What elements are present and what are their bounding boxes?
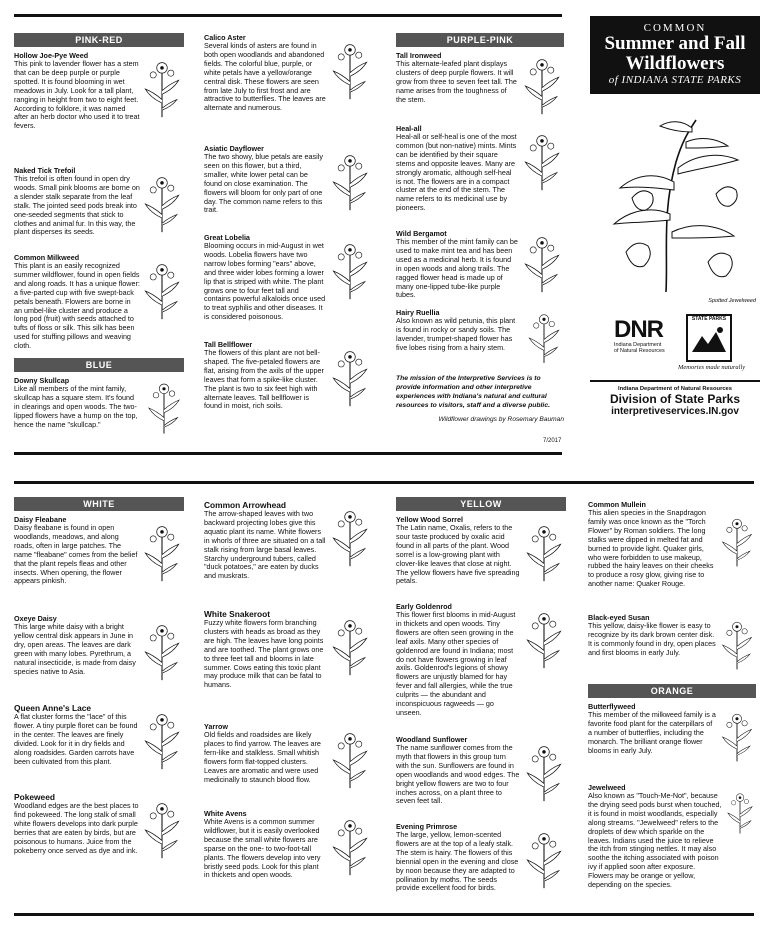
entry-title: Hairy Ruellia (396, 308, 440, 317)
entry-body: Like all members of the mint family, skullcap has a square stem. It's found in clearings and open woods. The two-lipped flowers have a hump on the top, hence the name "skullcap." (14, 384, 138, 429)
entry-daisy-fleabane (14, 515, 184, 607)
entry-yellow-wood-sorrel (396, 515, 566, 595)
entry-evening-primrose (396, 822, 566, 893)
entry-body: Also known as wild petunia, this plant is found in rocky or sandy soils. The lavender, trumpet-shaped flower has five lobes rising from a hairy stem. (396, 316, 516, 352)
entry-title: Pokeweed (14, 792, 55, 802)
jewelweed-drawing (724, 785, 756, 841)
mission-statement: The mission of the Interpretive Services is to provide information and other interpretive experiences with Indiana's natural and cultural resources to visitors, staff and a diverse public. (396, 375, 550, 409)
entry-title: Woodland Sunflower (396, 735, 468, 744)
entry-title: Black-eyed Susan (588, 613, 650, 622)
entry-body: A flat cluster forms the "lace" of this flower. A tiny purple floret can be found in the center. The leaves are finely divided. Look for it in dry fields and along roadsides. Garden carrots have been cultivated from this plant. (14, 712, 138, 766)
entry-body: Blooming occurs in mid-August in wet woods. Lobelia flowers have two narrow lobes forming "ears" above, and three wider lobes forming a lower lip that is striped with white. The plant grows one to four feet tall and contains powerful alkaloids once used to treat syphilis and other diseases. It is considered poisonous. (204, 241, 326, 322)
entry-title: White Snakeroot (204, 609, 271, 619)
logos-row (590, 310, 760, 380)
evening-primrose-drawing (522, 824, 566, 896)
entry-title: Common Mullein (588, 500, 646, 509)
dnr-logo-text: DNR (614, 316, 663, 343)
great-lobelia-drawing (328, 235, 372, 307)
entry-body: White Avens is a common summer wildflower, but it is easily overlooked because the small white flowers are sparse on the one- to two-foot-tall plants. The flowers develop into very bristly seed pods. Look for this plant in thickets and open woods. (204, 817, 321, 880)
section-header-purple-pink: PURPLE-PINK (396, 33, 564, 47)
entry-title: Common Milkweed (14, 253, 80, 262)
hairy-ruellia-drawing (524, 310, 564, 366)
seal-text: STATE PARKS (691, 316, 727, 322)
daisy-fleabane-drawing (140, 517, 184, 589)
website-url: interpretiveservices.IN.gov (611, 406, 739, 417)
entry-heal-all (396, 124, 564, 222)
entry-title: Great Lobelia (204, 233, 250, 242)
title-subtitle: of INDIANA STATE PARKS (608, 74, 742, 86)
entry-pokeweed (14, 792, 184, 855)
entry-title: Wild Bergamot (396, 229, 447, 238)
entry-title: Yarrow (204, 722, 228, 731)
entry-tall-ironweed (396, 51, 564, 117)
entry-body: Heal-all or self-heal is one of the most common (but non-native) mints. Mints can be identified by their square stems and opposite leaves. Many are strongly aromatic, although self-heal is not. The flowers are in a compact cluster at the end of the stem. The name refers to its medicinal use by pioneers. (396, 132, 517, 213)
entry-body: The arrow-shaped leaves with two backward projecting lobes give this aquatic plant its name. White flowers in whorls of three are situated on a tall stalk rising from large basal leaves. Starchy underground tubers, called "duck potatoes," are eaten by ducks and muskrats. (204, 509, 326, 581)
heal-all-drawing (520, 126, 564, 198)
entry-title: Common Arrowhead (204, 500, 287, 510)
section-header-yellow: YELLOW (396, 497, 566, 511)
entry-yarrow (204, 722, 372, 802)
entry-title: Hollow Joe-Pye Weed (14, 51, 89, 60)
middle-rule-bottom (14, 481, 754, 484)
entry-woodland-sunflower (396, 735, 566, 815)
entry-body: Several kinds of asters are found in both open woodlands and abandoned fields. The colorful blue, purple, or white petals have a yellow/orange central disk. These flowers are seen from late July to first frost and are attractive to butterflies. The leaves are alternate and numerous. (204, 41, 326, 113)
asiatic-dayflower-drawing (328, 146, 372, 218)
dnr-logo (614, 318, 665, 354)
division-name: Division of State Parks (609, 392, 741, 406)
entry-body: Daisy fleabane is found in open woodlands, meadows, and along roads, often in large patches. The name "fleabane" comes from the belief that the plant repels fleas and other insects. When opening, the flower appears pinkish. (14, 523, 138, 586)
entry-body: This plant is an easily recognized summer wildflower, found in open fields and along roads. It has a unique flower: a five-parted cup with five swept-back petals beneath. Flowers are borne in an umbel-like cluster and produce a long pod (fruit) with seeds attached to tufts of floss or silk. This silk has been used for stuffing pillows and weaving cloth. (14, 261, 140, 351)
entry-naked-tick-trefoil (14, 166, 184, 246)
early-goldenrod-drawing (522, 604, 566, 676)
jewelweed-illustration (590, 94, 760, 304)
entry-body: The name sunflower comes from the myth that flowers in this group turn with the sun. Sunflowers are found in open woodlands and wood edges. The bright yellow flowers are two to four inches across, on a plant three to seven feet tall. (396, 743, 520, 806)
title-line-2: Wildflowers (625, 53, 725, 74)
queen-annes-lace-drawing (140, 705, 184, 777)
wild-bergamot-drawing (520, 231, 564, 297)
entry-downy-skullcap (14, 376, 184, 430)
hollow-joe-pye-weed-drawing (140, 53, 184, 125)
common-mullein-drawing (718, 502, 756, 582)
column-yellow-orange (588, 500, 756, 910)
cover-panel (590, 16, 760, 456)
black-eyed-susan-drawing (718, 615, 756, 675)
top-rule (14, 14, 562, 17)
entry-body: Woodland edges are the best places to find pokeweed. The long stalk of small white flowers develops into dark purple berries that are eaten by birds, but are poisonous to humans. Juice from the pokeberry once served as dye and ink. (14, 801, 139, 855)
entry-title: Queen Anne's Lace (14, 703, 92, 713)
column-white (14, 497, 184, 909)
section-header-orange: ORANGE (588, 684, 756, 698)
entry-title: Yellow Wood Sorrel (396, 515, 463, 524)
agency-block (590, 380, 760, 417)
woodland-sunflower-drawing (522, 737, 566, 809)
entry-hairy-ruellia (396, 308, 564, 366)
tall-bellflower-drawing (328, 342, 372, 414)
downy-skullcap-drawing (144, 378, 184, 438)
entry-title: White Avens (204, 809, 247, 818)
entry-body: This alternate-leafed plant displays clusters of deep purple flowers. It will grow from three to seven feet tall. The name arises from the toughness of the stem. (396, 59, 517, 104)
title-line-1: Summer and Fall (604, 33, 746, 54)
entry-common-arrowhead (204, 500, 372, 602)
entry-body: This member of the milkweed family is a favorite food plant for the caterpillars of a number of butterflies, including the monarch. The brilliant orange flower blooms in early July. (588, 710, 716, 755)
entry-title: Downy Skullcap (14, 376, 70, 386)
entry-calico-aster (204, 33, 372, 137)
entry-jewelweed (588, 783, 756, 890)
entry-body: This pink to lavender flower has a stem that can be deep purple or purple spotted. It is found blooming in wet meadows in July. Look for a tall plant, ranging in height from two to eight feet. According to folklore, it was named after an herb doctor who used it to treat fevers. (14, 59, 140, 131)
entry-body: The flowers of this plant are not bell-shaped. The five-petaled flowers are flat, arising from the axils of the upper leaves that form a spike-like cluster. The plant is two to six feet high with alternate leaves. Tall bellflower is found in moist, rich soils. (204, 348, 324, 411)
section-header-blue: BLUE (14, 358, 184, 372)
column-yellow (396, 497, 566, 909)
illustration-caption: Spotted Jewelweed (708, 298, 756, 304)
entry-title: Tall Bellflower (204, 340, 253, 349)
column-pink-red-continued (204, 33, 372, 445)
entry-body: This large white daisy with a bright yellow central disk appears in June in dry, open areas. The leaves are dark green with many lobes. Pyrethrum, a natural insecticide, is made from daisy species native to Asia. (14, 622, 136, 676)
tagline: Memories made naturally (678, 364, 746, 371)
entry-title: Early Goldenrod (396, 602, 452, 611)
oxeye-daisy-drawing (140, 616, 184, 688)
state-parks-seal (686, 314, 732, 362)
entry-common-milkweed (14, 253, 184, 351)
entry-title: Evening Primrose (396, 822, 458, 831)
entry-body: This flower first blooms in mid-August in thickets and open woods. Tiny flowers are often seen growing in the leaf axils. Many other species of goldenrod are found in Indiana; most do not have flowers growing in leaf axils. Goldenrod's legions of showy flowers are unjustly blamed for hay fever and fall allergies, while the true culprits — the abundant and inconspicuous ragweeds — go unseen. (396, 610, 516, 717)
pokeweed-drawing (140, 794, 184, 866)
entry-white-avens (204, 809, 372, 880)
entry-title: Butterflyweed (588, 702, 636, 711)
entry-tall-bellflower (204, 340, 372, 411)
dnr-logo-sub-1: Indiana Department (614, 342, 662, 348)
section-header-pink-red: PINK-RED (14, 33, 184, 47)
entry-title: Jewelweed (588, 783, 626, 792)
entry-great-lobelia (204, 233, 372, 333)
white-snakeroot-drawing (328, 611, 372, 683)
column-white-continued (204, 500, 372, 910)
entry-title: Oxeye Daisy (14, 614, 57, 623)
entry-body: Old fields and roadsides are likely places to find yarrow. The leaves are fern-like and stalkless. Small whitish flowers form flat-topped clusters. Leaves are aromatic and were used medicinally to staunch blood flow. (204, 730, 321, 784)
yellow-wood-sorrel-drawing (522, 517, 566, 589)
entry-queen-annes-lace (14, 703, 184, 785)
entry-asiatic-dayflower (204, 144, 372, 226)
column-purple-pink (396, 33, 564, 445)
department-name: Indiana Department of Natural Resources (617, 386, 733, 392)
entry-butterflyweed (588, 702, 756, 776)
entry-hollow-joe-pye-weed (14, 51, 184, 159)
entry-body: The two showy, blue petals are easily seen on this flower, but a third, smaller, white lower petal can be found on close examination. The flowers will bloom for only part of one day. The common name refers to this trait. (204, 152, 323, 215)
entry-body: The Latin name, Oxalis, refers to the sour taste produced by oxalic acid found in all parts of the plant. Wood sorrel is a low-growing plant with clover-like leaves that close at night. The yellow flowers have five spreading petals. (396, 523, 520, 586)
entry-title: Heal-all (396, 124, 422, 133)
yarrow-drawing (328, 724, 372, 796)
entry-title: Asiatic Dayflower (204, 144, 264, 153)
common-milkweed-drawing (140, 255, 184, 327)
entry-common-mullein (588, 500, 756, 606)
print-date: 7/2017 (543, 438, 562, 444)
calico-aster-drawing (328, 35, 372, 107)
entry-early-goldenrod (396, 602, 566, 728)
entry-title: Tall Ironweed (396, 51, 442, 60)
column-pink-red (14, 33, 184, 445)
entry-body: This alien species in the Snapdragon family was once known as the "Torch Flower" by Roman soldiers. The long stalks were dipped in melted fat and burned to provide light. Quaker girls, who were forbidden to use makeup, rubbed the hairy leaves on their cheeks to produce a rosy glow, giving rise to another name: Quaker Rouge. (588, 508, 714, 589)
dnr-logo-sub-2: of Natural Resources (614, 348, 665, 354)
butterflyweed-drawing (718, 704, 756, 770)
entry-title: Daisy Fleabane (14, 515, 67, 524)
illustration-credit: Wildflower drawings by Rosemary Bauman (438, 416, 564, 423)
entry-body: Fuzzy white flowers form branching clusters with heads as broad as they are high. The leaves have long points and are toothed. The plant grows one to three feet tall and blooms in late summer. Cows eating this toxic plant may produce milk that can be fatal to humans. (204, 618, 324, 690)
entry-title: Calico Aster (204, 33, 246, 42)
common-arrowhead-drawing (328, 502, 372, 574)
entry-wild-bergamot (396, 229, 564, 301)
entry-oxeye-daisy (14, 614, 184, 696)
entry-body: Also known as "Touch-Me-Not", because the drying seed pods burst when touched, it is found in moist woodlands, especially along streams. "Jewelweed" refers to the droplets of dew which sparkle on the leaves. Indians used the juice to relieve the itch from stinging nettles. It may also soothe the itching associated with poison ivy if applied soon after exposure. Flowers may be orange or yellow, depending on the species. (588, 791, 722, 890)
entry-body: This trefoil is often found in open dry woods. Small pink blooms are borne on a slender stalk separate from the leaf stalk. The jointed seed pods break into one-seeded segments that stick to clothes and animal fur. In this way, the plant disperses its seeds. (14, 174, 140, 237)
title-common: COMMON (643, 22, 707, 34)
bottom-rule (14, 913, 754, 916)
title-banner (590, 16, 760, 94)
entry-white-snakeroot (204, 609, 372, 715)
entry-body: The large, yellow, lemon-scented flowers are at the top of a leafy stalk. The stem is hairy. The flowers of this biennial open in the evening and close by noon because they are adapted to pollination by moths. The seeds provide excellent food for birds. (396, 830, 519, 893)
white-avens-drawing (328, 811, 372, 883)
middle-rule-top (14, 452, 562, 455)
naked-tick-trefoil-drawing (140, 168, 184, 240)
section-header-white: WHITE (14, 497, 184, 511)
entry-body: This yellow, daisy-like flower is easy to recognize by its dark brown center disk. It is commonly found in dry, open places and first blooms in early July. (588, 621, 716, 657)
tall-ironweed-drawing (520, 53, 564, 119)
entry-black-eyed-susan (588, 613, 756, 677)
entry-title: Naked Tick Trefoil (14, 166, 76, 175)
entry-body: This member of the mint family can be used to make mint tea and has been used as a medicinal herb. It is found in open woods and along trails. The ragged flower head is made up of many one-lipped tube-like purple tubes. (396, 237, 518, 300)
